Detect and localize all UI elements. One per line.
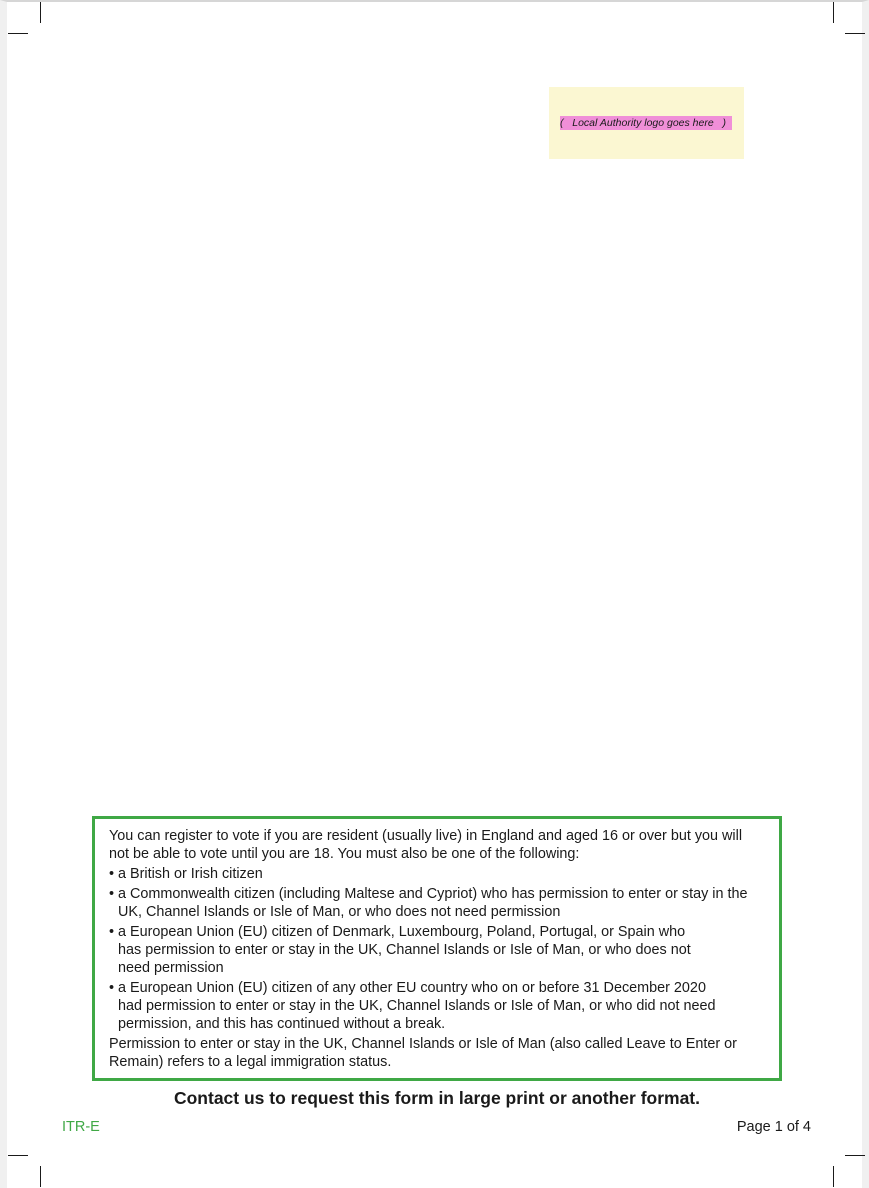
form-code: ITR-E	[62, 1119, 100, 1135]
crop-mark-bottom-left	[40, 1166, 41, 1187]
list-item-line: need permission	[118, 960, 224, 976]
list-item	[109, 923, 769, 977]
list-item-line: had permission to enter or stay in the UK, Channel Islands or Isle of Man, or who did not need	[118, 998, 716, 1014]
page-number: Page 1 of 4	[736, 1119, 811, 1135]
list-item-line: a British or Irish citizen	[118, 866, 263, 882]
crop-mark-bottom-right	[833, 1166, 834, 1187]
eligibility-intro	[109, 827, 769, 863]
footnote-line: Remain) refers to a legal immigration status.	[109, 1054, 392, 1070]
bullet-dot: •	[109, 924, 115, 940]
list-item-line: a European Union (EU) citizen of any other EU country who on or before 31 December 2020	[118, 980, 706, 996]
crop-mark-bottom-right-h	[845, 1155, 865, 1156]
list-item-line: a European Union (EU) citizen of Denmark, Luxembourg, Poland, Portugal, or Spain who	[118, 924, 686, 940]
footnote-line: Permission to enter or stay in the UK, Channel Islands or Isle of Man (also called Leave to Enter or	[109, 1036, 737, 1052]
bullet-dot: •	[109, 980, 115, 996]
eligibility-footnote	[109, 1035, 769, 1071]
intro-line: You can register to vote if you are resident (usually live) in England and aged 16 or over but you will	[109, 828, 743, 844]
list-item-line: a Commonwealth citizen (including Maltese and Cypriot) who has permission to enter or stay in the	[118, 886, 748, 902]
list-item	[109, 865, 769, 883]
eligibility-list	[109, 865, 769, 1033]
bullet-dot: •	[109, 866, 115, 882]
crop-mark-top-left-h	[8, 33, 28, 34]
list-item	[109, 979, 769, 1033]
crop-mark-top-right	[833, 2, 834, 23]
intro-line: not be able to vote until you are 18. You must also be one of the following:	[109, 846, 580, 862]
crop-mark-top-left	[40, 2, 41, 23]
contact-notice: Contact us to request this form in large print or another format.	[173, 1088, 701, 1108]
list-item-line: permission, and this has continued without a break.	[118, 1016, 446, 1032]
bullet-dot: •	[109, 886, 115, 902]
logo-placeholder-label: ( Local Authority logo goes here )	[560, 116, 732, 130]
list-item-line: UK, Channel Islands or Isle of Man, or who does not need permission	[118, 904, 561, 920]
crop-mark-bottom-left-h	[8, 1155, 28, 1156]
list-item	[109, 885, 769, 921]
crop-mark-top-right-h	[845, 33, 865, 34]
eligibility-box	[92, 816, 782, 1081]
list-item-line: has permission to enter or stay in the UK, Channel Islands or Isle of Man, or who does not	[118, 942, 691, 958]
